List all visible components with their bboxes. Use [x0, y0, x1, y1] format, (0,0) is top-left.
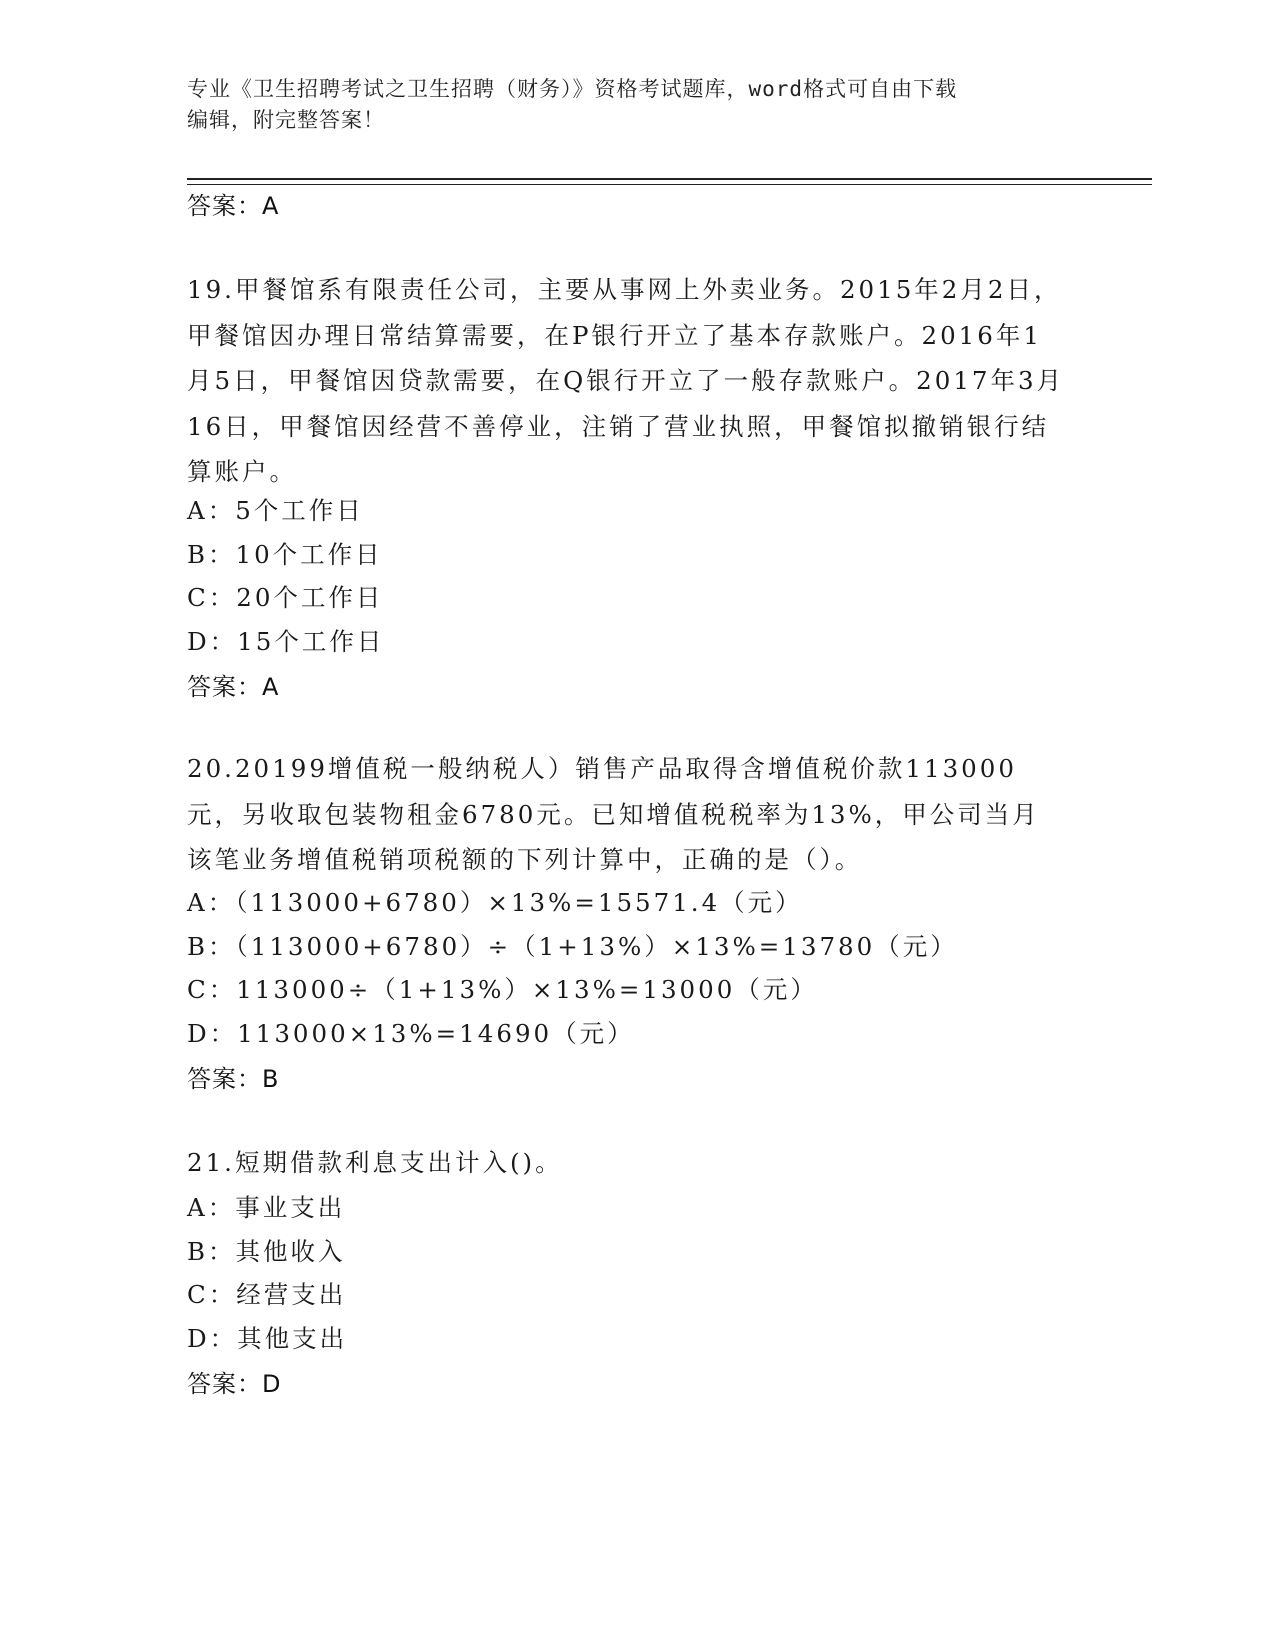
question-21-text: 21.短期借款利息支出计入()。 — [187, 1148, 563, 1177]
question-20-answer: 答案：B — [187, 1065, 280, 1093]
question-21-answer: 答案：D — [187, 1370, 282, 1398]
header-divider — [187, 178, 1152, 185]
question-19-option-a: A：5个工作日 — [187, 496, 364, 525]
question-19-option-d: D：15个工作日 — [187, 627, 385, 656]
question-21-option-b: B：其他收入 — [187, 1237, 346, 1266]
question-20-option-b: B：（113000+6780）÷（1+13%）×13%=13780（元） — [187, 932, 958, 961]
question-19-answer: 答案：A — [187, 673, 280, 701]
question-21-option-c: C：经营支出 — [187, 1280, 347, 1309]
question-19-option-b: B：10个工作日 — [187, 540, 383, 569]
header-line-2: 编辑，附完整答案！ — [187, 108, 385, 132]
header-line-1: 专业《卫生招聘考试之卫生招聘（财务）》资格考试题库，word格式可自由下载 — [187, 77, 958, 101]
question-20-option-a: A：（113000+6780）×13%=15571.4（元） — [187, 888, 803, 917]
question-21-option-a: A：事业支出 — [187, 1193, 346, 1222]
question-19-text: 19.甲餐馆系有限责任公司，主要从事网上外卖业务。2015年2月2日，甲餐馆因办理日常结算需要，在P银行开立了基本存款账户。2016年1月5日，甲餐馆因贷款需要，在Q银行开立了一般存款账户。2017年3月16日，甲餐馆因经营不善停业，注销了营业执照，甲餐馆拟撤销银行结算账户。 — [187, 275, 1065, 486]
question-20-option-c: C：113000÷（1+13%）×13%=13000（元） — [187, 975, 818, 1004]
question-21-option-d: D：其他支出 — [187, 1324, 348, 1353]
question-20-option-d: D：113000×13%=14690（元） — [187, 1019, 635, 1048]
question-19-option-c: C：20个工作日 — [187, 583, 384, 612]
question-20-text: 20.20199增值税一般纳税人）销售产品取得含增值税价款113000元，另收取包装物租金6780元。已知增值税税率为13%，甲公司当月该笔业务增值税销项税额的下列计算中，正确的是（）。 — [187, 754, 1040, 874]
document-header — [187, 74, 1087, 136]
previous-answer: 答案：A — [187, 192, 280, 220]
